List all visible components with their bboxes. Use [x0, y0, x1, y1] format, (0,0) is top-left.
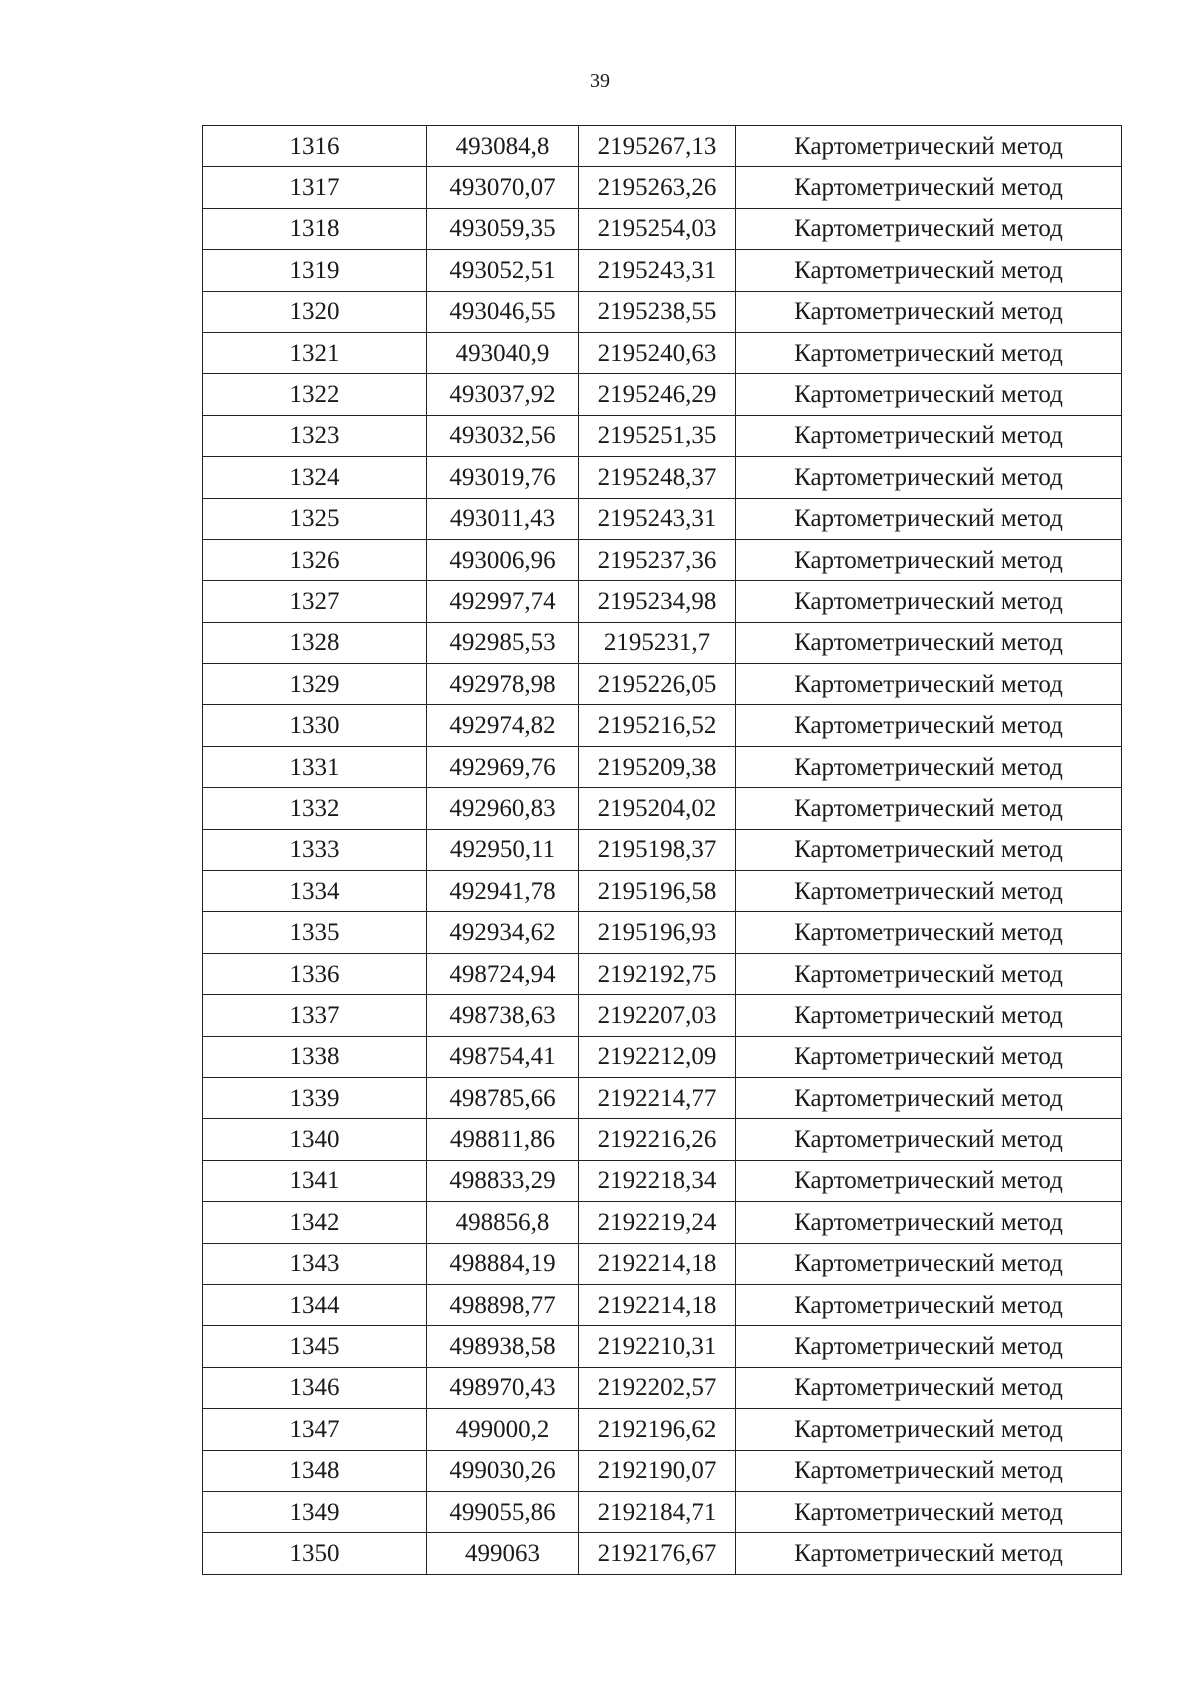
x-coordinate-cell: 492941,78: [427, 871, 579, 912]
method-cell: Картометрический метод: [736, 167, 1122, 208]
y-coordinate-cell: 2195216,52: [579, 705, 736, 746]
y-coordinate-cell: 2195204,02: [579, 788, 736, 829]
x-coordinate-cell: 498898,77: [427, 1284, 579, 1325]
y-coordinate-cell: 2192196,62: [579, 1409, 736, 1450]
table-row: [203, 912, 1122, 953]
point-number-cell: 1320: [203, 291, 427, 332]
table-row: [203, 1491, 1122, 1532]
x-coordinate-cell: 492950,11: [427, 829, 579, 870]
method-cell: Картометрический метод: [736, 1367, 1122, 1408]
method-cell: Картометрический метод: [736, 829, 1122, 870]
method-cell: Картометрический метод: [736, 664, 1122, 705]
table-row: [203, 1160, 1122, 1201]
y-coordinate-cell: 2195198,37: [579, 829, 736, 870]
method-cell: Картометрический метод: [736, 1243, 1122, 1284]
point-number-cell: 1343: [203, 1243, 427, 1284]
x-coordinate-cell: 498754,41: [427, 1036, 579, 1077]
x-coordinate-cell: 492974,82: [427, 705, 579, 746]
table-row: [203, 1284, 1122, 1325]
point-number-cell: 1333: [203, 829, 427, 870]
y-coordinate-cell: 2192214,18: [579, 1243, 736, 1284]
table-row: [203, 1036, 1122, 1077]
x-coordinate-cell: 492960,83: [427, 788, 579, 829]
y-coordinate-cell: 2192216,26: [579, 1119, 736, 1160]
point-number-cell: 1332: [203, 788, 427, 829]
point-number-cell: 1331: [203, 746, 427, 787]
point-number-cell: 1341: [203, 1160, 427, 1201]
table-row: [203, 167, 1122, 208]
method-cell: Картометрический метод: [736, 1284, 1122, 1325]
x-coordinate-cell: 493052,51: [427, 250, 579, 291]
point-number-cell: 1348: [203, 1450, 427, 1491]
method-cell: Картометрический метод: [736, 746, 1122, 787]
y-coordinate-cell: 2192218,34: [579, 1160, 736, 1201]
point-number-cell: 1339: [203, 1077, 427, 1118]
method-cell: Картометрический метод: [736, 581, 1122, 622]
method-cell: Картометрический метод: [736, 1409, 1122, 1450]
y-coordinate-cell: 2192219,24: [579, 1202, 736, 1243]
point-number-cell: 1327: [203, 581, 427, 622]
table-row: [203, 1077, 1122, 1118]
method-cell: Картометрический метод: [736, 1533, 1122, 1574]
y-coordinate-cell: 2195243,31: [579, 498, 736, 539]
x-coordinate-cell: 493019,76: [427, 457, 579, 498]
table-row: [203, 291, 1122, 332]
method-cell: Картометрический метод: [736, 1202, 1122, 1243]
table-row: [203, 1243, 1122, 1284]
x-coordinate-cell: 493032,56: [427, 415, 579, 456]
x-coordinate-cell: 493037,92: [427, 374, 579, 415]
y-coordinate-cell: 2195234,98: [579, 581, 736, 622]
point-number-cell: 1350: [203, 1533, 427, 1574]
y-coordinate-cell: 2195267,13: [579, 126, 736, 167]
method-cell: Картометрический метод: [736, 1491, 1122, 1532]
table-row: [203, 1119, 1122, 1160]
method-cell: Картометрический метод: [736, 208, 1122, 249]
point-number-cell: 1338: [203, 1036, 427, 1077]
y-coordinate-cell: 2195251,35: [579, 415, 736, 456]
point-number-cell: 1347: [203, 1409, 427, 1450]
y-coordinate-cell: 2195237,36: [579, 539, 736, 580]
y-coordinate-cell: 2195248,37: [579, 457, 736, 498]
method-cell: Картометрический метод: [736, 1119, 1122, 1160]
method-cell: Картометрический метод: [736, 415, 1122, 456]
x-coordinate-cell: 492985,53: [427, 622, 579, 663]
point-number-cell: 1319: [203, 250, 427, 291]
x-coordinate-cell: 498738,63: [427, 995, 579, 1036]
method-cell: Картометрический метод: [736, 539, 1122, 580]
y-coordinate-cell: 2195246,29: [579, 374, 736, 415]
x-coordinate-cell: 499030,26: [427, 1450, 579, 1491]
y-coordinate-cell: 2192176,67: [579, 1533, 736, 1574]
point-number-cell: 1323: [203, 415, 427, 456]
method-cell: Картометрический метод: [736, 1077, 1122, 1118]
x-coordinate-cell: 493070,07: [427, 167, 579, 208]
method-cell: Картометрический метод: [736, 332, 1122, 373]
point-number-cell: 1316: [203, 126, 427, 167]
point-number-cell: 1345: [203, 1326, 427, 1367]
y-coordinate-cell: 2195263,26: [579, 167, 736, 208]
y-coordinate-cell: 2192212,09: [579, 1036, 736, 1077]
method-cell: Картометрический метод: [736, 953, 1122, 994]
table-row: [203, 374, 1122, 415]
table-row: [203, 622, 1122, 663]
x-coordinate-cell: 498811,86: [427, 1119, 579, 1160]
x-coordinate-cell: 493084,8: [427, 126, 579, 167]
method-cell: Картометрический метод: [736, 1450, 1122, 1491]
table-row: [203, 1450, 1122, 1491]
x-coordinate-cell: 493040,9: [427, 332, 579, 373]
y-coordinate-cell: 2195209,38: [579, 746, 736, 787]
table-row: [203, 871, 1122, 912]
table-row: [203, 539, 1122, 580]
point-number-cell: 1322: [203, 374, 427, 415]
table-row: [203, 953, 1122, 994]
table-row: [203, 1202, 1122, 1243]
point-number-cell: 1318: [203, 208, 427, 249]
x-coordinate-cell: 492978,98: [427, 664, 579, 705]
method-cell: Картометрический метод: [736, 250, 1122, 291]
table-row: [203, 664, 1122, 705]
y-coordinate-cell: 2195240,63: [579, 332, 736, 373]
method-cell: Картометрический метод: [736, 457, 1122, 498]
point-number-cell: 1326: [203, 539, 427, 580]
y-coordinate-cell: 2195226,05: [579, 664, 736, 705]
point-number-cell: 1336: [203, 953, 427, 994]
y-coordinate-cell: 2195254,03: [579, 208, 736, 249]
point-number-cell: 1337: [203, 995, 427, 1036]
method-cell: Картометрический метод: [736, 912, 1122, 953]
table-row: [203, 415, 1122, 456]
coordinates-table: [202, 125, 1122, 1575]
point-number-cell: 1325: [203, 498, 427, 539]
point-number-cell: 1317: [203, 167, 427, 208]
method-cell: Картометрический метод: [736, 705, 1122, 746]
y-coordinate-cell: 2192190,07: [579, 1450, 736, 1491]
y-coordinate-cell: 2195231,7: [579, 622, 736, 663]
y-coordinate-cell: 2195243,31: [579, 250, 736, 291]
point-number-cell: 1342: [203, 1202, 427, 1243]
point-number-cell: 1334: [203, 871, 427, 912]
method-cell: Картометрический метод: [736, 622, 1122, 663]
method-cell: Картометрический метод: [736, 788, 1122, 829]
table-row: [203, 1409, 1122, 1450]
y-coordinate-cell: 2192207,03: [579, 995, 736, 1036]
x-coordinate-cell: 492969,76: [427, 746, 579, 787]
coordinates-table-body: [203, 126, 1122, 1575]
point-number-cell: 1340: [203, 1119, 427, 1160]
table-row: [203, 995, 1122, 1036]
method-cell: Картометрический метод: [736, 995, 1122, 1036]
x-coordinate-cell: 499063: [427, 1533, 579, 1574]
method-cell: Картометрический метод: [736, 1326, 1122, 1367]
method-cell: Картометрический метод: [736, 871, 1122, 912]
table-row: [203, 705, 1122, 746]
x-coordinate-cell: 493046,55: [427, 291, 579, 332]
table-row: [203, 581, 1122, 622]
table-row: [203, 788, 1122, 829]
x-coordinate-cell: 498938,58: [427, 1326, 579, 1367]
y-coordinate-cell: 2192202,57: [579, 1367, 736, 1408]
x-coordinate-cell: 498785,66: [427, 1077, 579, 1118]
y-coordinate-cell: 2192214,18: [579, 1284, 736, 1325]
point-number-cell: 1330: [203, 705, 427, 746]
x-coordinate-cell: 493059,35: [427, 208, 579, 249]
table-row: [203, 746, 1122, 787]
table-row: [203, 208, 1122, 249]
table-row: [203, 1326, 1122, 1367]
table-row: [203, 498, 1122, 539]
table-row: [203, 126, 1122, 167]
point-number-cell: 1349: [203, 1491, 427, 1532]
x-coordinate-cell: 498970,43: [427, 1367, 579, 1408]
x-coordinate-cell: 499000,2: [427, 1409, 579, 1450]
y-coordinate-cell: 2195196,58: [579, 871, 736, 912]
y-coordinate-cell: 2192184,71: [579, 1491, 736, 1532]
page-number: 39: [590, 70, 610, 92]
x-coordinate-cell: 492997,74: [427, 581, 579, 622]
table-row: [203, 250, 1122, 291]
y-coordinate-cell: 2195238,55: [579, 291, 736, 332]
point-number-cell: 1335: [203, 912, 427, 953]
y-coordinate-cell: 2192214,77: [579, 1077, 736, 1118]
x-coordinate-cell: 492934,62: [427, 912, 579, 953]
point-number-cell: 1329: [203, 664, 427, 705]
method-cell: Картометрический метод: [736, 126, 1122, 167]
table-row: [203, 1533, 1122, 1574]
method-cell: Картометрический метод: [736, 1160, 1122, 1201]
point-number-cell: 1321: [203, 332, 427, 373]
method-cell: Картометрический метод: [736, 374, 1122, 415]
y-coordinate-cell: 2195196,93: [579, 912, 736, 953]
point-number-cell: 1328: [203, 622, 427, 663]
y-coordinate-cell: 2192192,75: [579, 953, 736, 994]
y-coordinate-cell: 2192210,31: [579, 1326, 736, 1367]
x-coordinate-cell: 498833,29: [427, 1160, 579, 1201]
x-coordinate-cell: 493011,43: [427, 498, 579, 539]
x-coordinate-cell: 498884,19: [427, 1243, 579, 1284]
point-number-cell: 1344: [203, 1284, 427, 1325]
method-cell: Картометрический метод: [736, 498, 1122, 539]
x-coordinate-cell: 498856,8: [427, 1202, 579, 1243]
x-coordinate-cell: 498724,94: [427, 953, 579, 994]
table-row: [203, 332, 1122, 373]
x-coordinate-cell: 499055,86: [427, 1491, 579, 1532]
method-cell: Картометрический метод: [736, 1036, 1122, 1077]
method-cell: Картометрический метод: [736, 291, 1122, 332]
table-row: [203, 457, 1122, 498]
x-coordinate-cell: 493006,96: [427, 539, 579, 580]
table-row: [203, 829, 1122, 870]
point-number-cell: 1346: [203, 1367, 427, 1408]
point-number-cell: 1324: [203, 457, 427, 498]
table-row: [203, 1367, 1122, 1408]
